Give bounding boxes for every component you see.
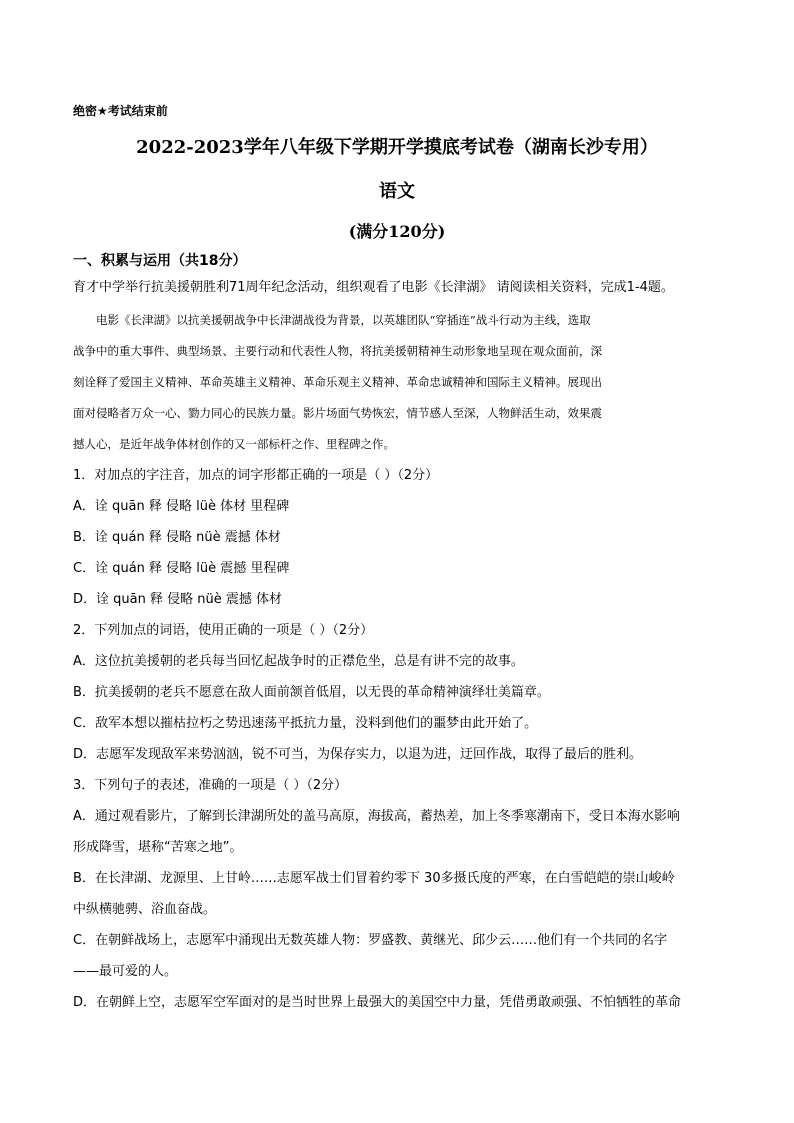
section-heading: 一、积累与运用（共18分） xyxy=(73,253,247,269)
passage-line: 撼人心，是近年战争体材创作的又一部标杆之作、里程碑之作。 xyxy=(73,437,395,451)
answer-option: C．诠 quán 释 侵略 lüè 震撼 里程碑 xyxy=(73,561,290,576)
answer-option: A．这位抗美援朝的老兵每当回忆起战争时的正襟危坐，总是有讲不完的故事。 xyxy=(73,654,524,669)
answer-option: D．在朝鲜上空，志愿军空军面对的是当时世界上最强大的美国空中力量，凭借勇敢顽强、不怕牺牲的革命 xyxy=(73,995,682,1010)
full-score: (满分120分) xyxy=(348,222,446,241)
question-stem: 2．下列加点的词语，使用正确的一项是（ ）（2分） xyxy=(73,623,374,638)
section-intro: 育才中学举行抗美援朝胜利71周年纪念活动，组织观看了电影《长津湖》 请阅读相关资料，完成1-4题。 xyxy=(73,280,674,295)
answer-option: D．志愿军发现敌军来势汹汹，锐不可当，为保存实力，以退为进，迂回作战，取得了最后的胜利。 xyxy=(73,747,643,762)
subject-heading: 语文 xyxy=(379,181,415,202)
passage-line: 刻诠释了爱国主义精神、革命英雄主义精神、革命乐观主义精神、革命忠诚精神和国际主义精神。展现出 xyxy=(73,375,602,389)
confidential-label: 绝密★考试结束前 xyxy=(73,104,168,118)
answer-option: C．在朝鲜战场上，志愿军中涌现出无数英雄人物：罗盛教、黄继光、邱少云……他们有一个共同的名字 xyxy=(73,933,668,948)
answer-option: D．诠 quān 释 侵略 nüè 震撼 体材 xyxy=(73,592,282,607)
passage-line: 战争中的重大事件、典型场景、主要行动和代表性人物，将抗美援朝精神生动形象地呈现在观众面前，深 xyxy=(73,344,602,358)
answer-option: B．在长津湖、龙源里、上甘岭……志愿军战士们冒着约零下 30多摄氏度的严寒，在白雪皑皑的崇山峻岭 xyxy=(73,871,675,886)
question-stem: 3．下列句子的表述，准确的一项是（ ）（2分） xyxy=(73,778,348,793)
answer-option-continued: 中纵横驰骋、浴血奋战。 xyxy=(73,902,217,917)
passage-line: 电影《长津湖》以抗美援朝战争中长津湖战役为背景，以英雄团队“穿插连”战斗行动为主线，选取 xyxy=(96,313,591,327)
answer-option: A．诠 quān 释 侵略 lüè 体材 里程碑 xyxy=(73,499,290,514)
passage-line: 面对侵略者万众一心、勠力同心的民族力量。影片场面气势恢宏，情节感人至深，人物鲜活生动，效果震 xyxy=(73,406,602,420)
question-stem: 1．对加点的字注音，加点的词字形都正确的一项是（ ）（2分） xyxy=(73,468,439,483)
answer-option: C．敌军本想以摧枯拉朽之势迅速荡平抵抗力量，没料到他们的噩梦由此开始了。 xyxy=(73,716,538,731)
answer-option: A．通过观看影片，了解到长津湖所处的盖马高原，海拔高，蓄热差，加上冬季寒潮南下，受日本海水影响 xyxy=(73,809,680,824)
exam-title: 2022-2023学年八年级下学期开学摸底考试卷（湖南长沙专用） xyxy=(136,137,658,158)
answer-option-continued: ——最可爱的人。 xyxy=(73,964,178,979)
answer-option-continued: 形成降雪，堪称“苦寒之地”。 xyxy=(73,840,243,855)
answer-option: B．诠 quán 释 侵略 nüè 震撼 体材 xyxy=(73,530,281,545)
answer-option: B．抗美援朝的老兵不愿意在敌人面前颔首低眉，以无畏的革命精神演绎壮美篇章。 xyxy=(73,685,550,700)
